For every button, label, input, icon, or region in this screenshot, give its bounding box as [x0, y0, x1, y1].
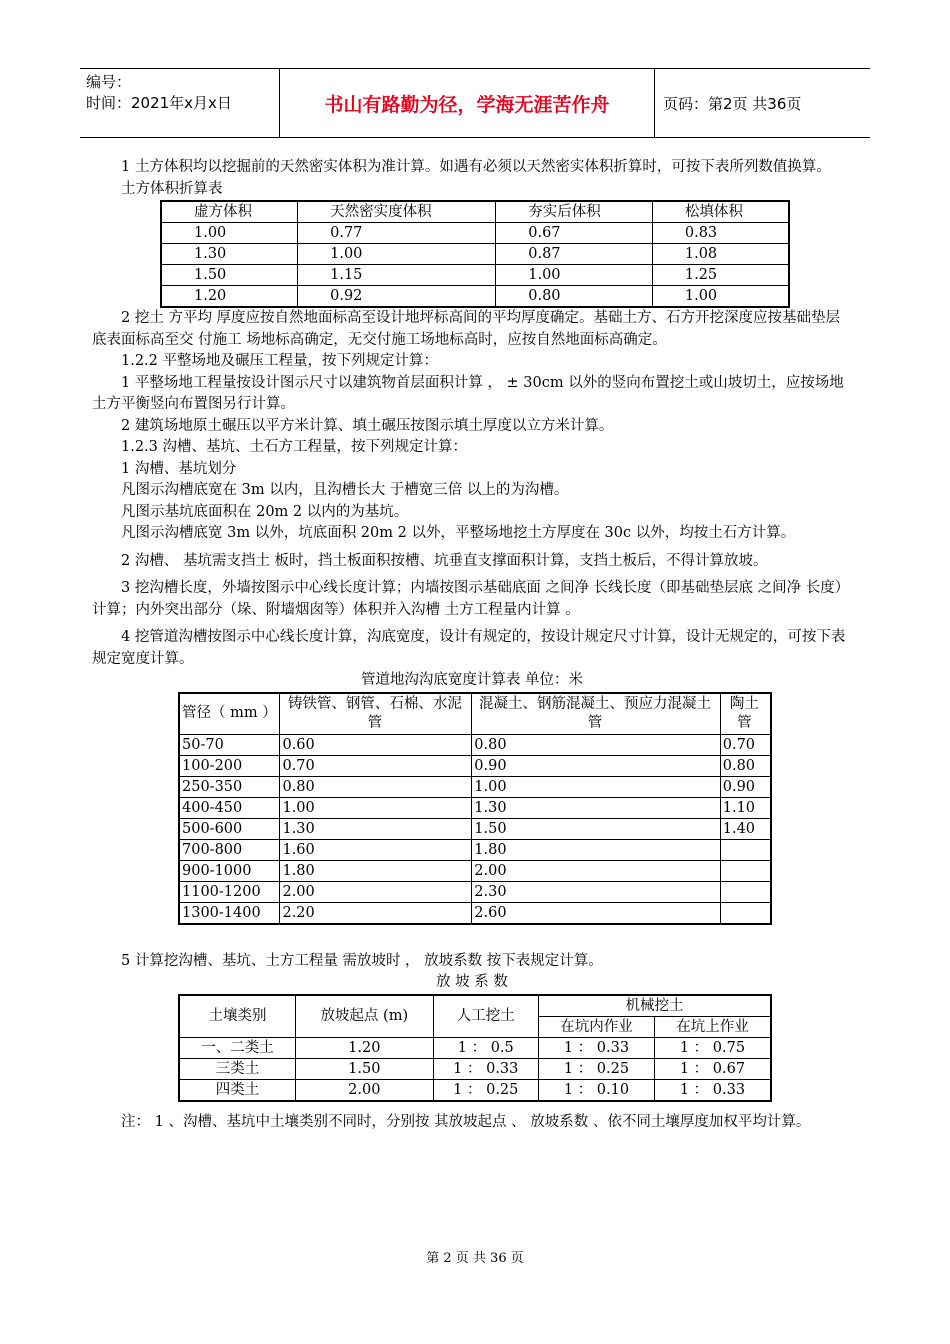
t3-header-on-pit: 在坑上作业: [654, 1016, 771, 1037]
table-cell: 1 ： 0.75: [654, 1037, 771, 1058]
table-row: [179, 881, 771, 902]
table-cell: 1 ： 0.33: [433, 1058, 539, 1079]
table-cell: 0.80: [720, 755, 771, 776]
table-cell: 1.00: [496, 265, 653, 286]
table-row: [179, 839, 771, 860]
table-cell: 1.40: [720, 818, 771, 839]
paragraph-6: 1.2.3 沟槽、基坑、土石方工程量，按下列规定计算：: [121, 439, 468, 455]
table-row: [179, 860, 771, 881]
table-2-caption: 管道地沟沟底宽度计算表 单位：米: [360, 672, 584, 688]
table-cell: 1.10: [720, 797, 771, 818]
table-row: [179, 797, 771, 818]
paragraph-10: 凡图示沟槽底宽 3m 以外，坑底面积 20m 2 以外，平整场地挖土方厚度在 30c 以外，均按土石方计算。: [121, 525, 796, 541]
table-cell: 2.00: [280, 881, 472, 902]
table-cell: 1.30: [161, 244, 298, 265]
table-cell: 1 ： 0.25: [433, 1079, 539, 1101]
paragraph-9: 凡图示基坑底面积在 20m 2 以内的为基坑。: [121, 503, 409, 520]
table-cell: 0.80: [280, 776, 472, 797]
table-cell: 1.00: [652, 286, 789, 308]
table-cell: 1.20: [161, 286, 298, 308]
paragraph-11: 2 沟槽、 基坑需支挡土 板时，挡土板面积按槽、坑垂直支撑面积计算，支挡土板后，不得计算放坡。: [121, 552, 768, 569]
table-cell: 1.50: [472, 818, 720, 839]
table-cell: 1.80: [472, 839, 720, 860]
paragraph-14: 5 计算挖沟槽、基坑、土方工程量 需放坡时 ， 放坡系数 按下表规定计算。: [121, 952, 603, 969]
table-cell: 1 ： 0.5: [433, 1037, 539, 1058]
page-footer: 第 2 页 共 36 页: [426, 1251, 524, 1266]
table-cell: 1.00: [298, 244, 496, 265]
t2-header-cell: 陶土管: [720, 693, 771, 735]
table-cell: 100-200: [179, 755, 280, 776]
table-cell: 1 ： 0.67: [654, 1058, 771, 1079]
table-cell: 1.00: [472, 776, 720, 797]
paragraph-1: 1 土方体积均以挖掘前的天然密实体积为准计算。如遇有必须以天然密实体积折算时，可按下表所列数值换算。: [121, 159, 831, 175]
header-page-label: 页码：第2页 共36页: [663, 94, 802, 113]
table-1-caption: 土方体积折算表: [121, 180, 223, 197]
paragraph-7: 1 沟槽、基坑划分: [121, 460, 237, 477]
t1-header-row: [161, 201, 789, 223]
table-cell: 1.00: [280, 797, 472, 818]
t3-header-manual: 人工挖土: [433, 995, 539, 1038]
time-label: 时间：2021年x月x日: [86, 94, 232, 112]
table-cell: 四类土: [179, 1079, 296, 1101]
table-cell: 1.30: [280, 818, 472, 839]
paragraph-8: 凡图示沟槽底宽在 3m 以内，且沟槽长大 于槽宽三倍 以上的为沟槽。: [121, 482, 569, 498]
table-cell: 1300-1400: [179, 902, 280, 924]
table-cell: 2.00: [472, 860, 720, 881]
number-label: 编号：: [86, 73, 132, 91]
t1-header-cell: 夯实后体积: [496, 201, 653, 223]
table-cell: 2.60: [472, 902, 720, 924]
note: 注： 1 、沟槽、基坑中土壤类别不同时，分别按 其放坡起点 、 放坡系数 、依不同土壤厚度加权平均计算。: [121, 1113, 811, 1130]
table-cell: 1 ： 0.10: [539, 1079, 655, 1101]
table-cell: 1.15: [298, 265, 496, 286]
table-row: [179, 902, 771, 924]
table-row: [179, 734, 771, 755]
trench-width-table: [178, 692, 772, 925]
page-header: [80, 68, 870, 138]
table-cell: 1.80: [280, 860, 472, 881]
paragraph-3: 1.2.2 平整场地及碾压工程量，按下列规定计算：: [121, 353, 439, 369]
table-cell: 0.83: [652, 223, 789, 244]
table-cell: 900-1000: [179, 860, 280, 881]
table-cell: [720, 860, 771, 881]
table-3-caption: 放 坡 系 数: [436, 974, 508, 990]
table-row: [161, 244, 789, 265]
table-cell: 2.20: [280, 902, 472, 924]
table-row: [179, 1079, 771, 1101]
table-cell: 一、二类土: [179, 1037, 296, 1058]
table-cell: 1 ： 0.33: [654, 1079, 771, 1101]
table-cell: 0.67: [496, 223, 653, 244]
t1-header-cell: 松填体积: [652, 201, 789, 223]
table-cell: 三类土: [179, 1058, 296, 1079]
table-cell: [720, 902, 771, 924]
table-cell: 0.90: [720, 776, 771, 797]
table-cell: 0.77: [298, 223, 496, 244]
t3-header-start: 放坡起点 (m): [296, 995, 433, 1038]
table-row: [179, 776, 771, 797]
table-cell: 1.25: [652, 265, 789, 286]
table-cell: 2.30: [472, 881, 720, 902]
paragraph-4: 1 平整场地工程量按设计图示尺寸以建筑物首层面积计算 ， ± 30cm 以外的竖向布置挖土或山坡切土，应按场地土方平衡竖向布置图另行计算。: [92, 374, 844, 412]
table-row: [161, 286, 789, 308]
table-cell: 1.60: [280, 839, 472, 860]
table-cell: 1.50: [296, 1058, 433, 1079]
table-cell: 250-350: [179, 776, 280, 797]
table-cell: 0.70: [720, 734, 771, 755]
table-cell: [720, 839, 771, 860]
t3-header-machine: 机械挖土: [539, 995, 771, 1017]
t3-header-soil: 土壤类别: [179, 995, 296, 1038]
table-cell: 400-450: [179, 797, 280, 818]
table-row: [161, 265, 789, 286]
table-cell: 2.00: [296, 1079, 433, 1101]
header-info: [80, 69, 280, 137]
table-row: [179, 818, 771, 839]
volume-conversion-table: [160, 200, 790, 308]
table-cell: 1.20: [296, 1037, 433, 1058]
t2-header-cell: 铸铁管、钢管、石棉、水泥管: [280, 693, 472, 735]
t2-header-cell: 混凝土、钢筋混凝土、预应力混凝土管: [472, 693, 720, 735]
t1-header-cell: 虚方体积: [161, 201, 298, 223]
t2-header-cell: 管径（ mm ）: [179, 693, 280, 735]
table-cell: 1.00: [161, 223, 298, 244]
slope-coefficient-table: [178, 994, 772, 1102]
table-cell: [720, 881, 771, 902]
table-row: [179, 1037, 771, 1058]
table-row: [161, 223, 789, 244]
document-body: [92, 157, 852, 1133]
table-cell: 0.92: [298, 286, 496, 308]
table-cell: 1100-1200: [179, 881, 280, 902]
paragraph-12: 3 挖沟槽长度，外墙按图示中心线长度计算；内墙按图示基础底面 之间净 长线长度（即基础垫层底 之间净 长度）计算；内外突出部分（垛、附墙烟囱等）体积并入沟槽 土方工程量内计算 。: [92, 580, 850, 618]
table-row: [179, 1058, 771, 1079]
table-cell: 700-800: [179, 839, 280, 860]
table-cell: 0.70: [280, 755, 472, 776]
table-cell: 1.08: [652, 244, 789, 265]
table-cell: 0.80: [472, 734, 720, 755]
table-cell: 0.60: [280, 734, 472, 755]
t2-header-row: [179, 693, 771, 735]
table-cell: 500-600: [179, 818, 280, 839]
t3-header-in-pit: 在坑内作业: [539, 1016, 655, 1037]
table-cell: 0.87: [496, 244, 653, 265]
paragraph-5: 2 建筑场地原土碾压以平方米计算、填土碾压按图示填土厚度以立方米计算。: [121, 417, 614, 434]
table-cell: 1.50: [161, 265, 298, 286]
t1-header-cell: 天然密实度体积: [298, 201, 496, 223]
table-row: [179, 755, 771, 776]
table-cell: 0.80: [496, 286, 653, 308]
table-cell: 0.90: [472, 755, 720, 776]
paragraph-2: 2 挖土 方平均 厚度应按自然地面标高至设计地坪标高间的平均厚度确定。基础土方、石方开挖深度应按基础垫层底表面标高至交 付施工 场地标高确定，无交付施工场地标高时，应按自然地面标高确定。: [92, 310, 841, 348]
paragraph-13: 4 挖管道沟槽按图示中心线长度计算，沟底宽度，设计有规定的，按设计规定尺寸计算，设计无规定的，可按下表规定宽度计算。: [92, 629, 846, 667]
table-cell: 1.30: [472, 797, 720, 818]
header-motto: 书山有路勤为径，学海无涯苦作舟: [280, 69, 655, 137]
table-cell: 1 ： 0.33: [539, 1037, 655, 1058]
table-cell: 1 ： 0.25: [539, 1058, 655, 1079]
table-cell: 50-70: [179, 734, 280, 755]
